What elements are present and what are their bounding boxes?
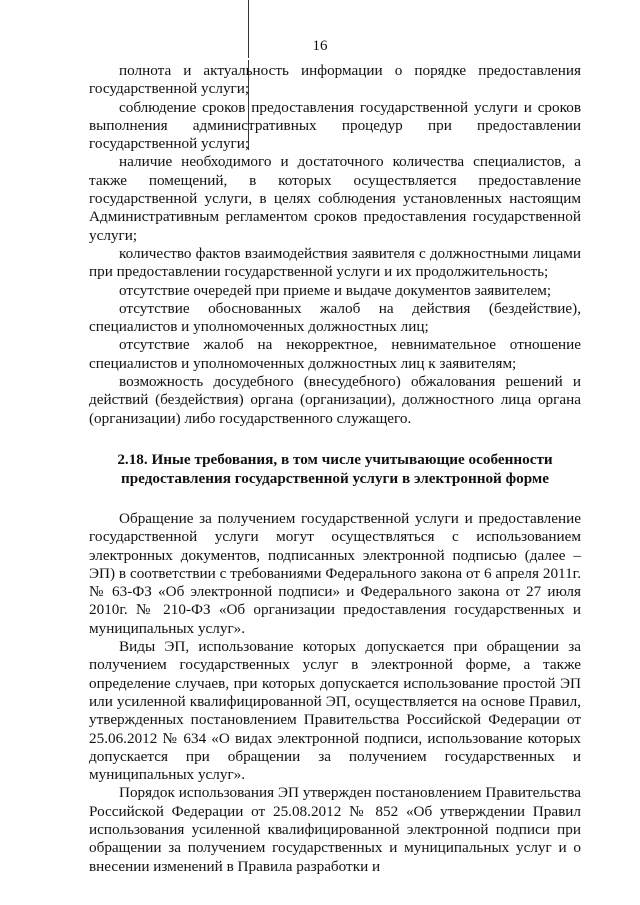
paragraph: Виды ЭП, использование которых допускается при обращении за получением государственных услуг в электронной форме, а также определение случаев, при которых допускается использование простой ЭП или усиленной квалифицированной ЭП, осуществляется на основе Правил, утвержденных постановлением Правительства Российской Федерации от 25.06.2012 № 634 «О видах электронной подписи, использование которых допускается при обращении за получением государственных и муниципальных услуг».: [89, 638, 581, 784]
paragraph: отсутствие очередей при приеме и выдаче документов заявителем;: [119, 281, 552, 299]
paragraph: соблюдение сроков предоставления государственной услуги и сроков выполнения административных процедур при предоставлении государственной услуги;: [89, 98, 581, 153]
paragraph: полнота и актуальность информации о порядке предоставления государственной услуги;: [89, 62, 581, 98]
paragraph: возможность досудебного (внесудебного) обжалования решений и действий (бездействия) органа (организации), должностного лица органа (организации) либо государственного служащего.: [89, 373, 581, 427]
page-number: 16: [312, 38, 328, 54]
paragraph: Порядок использования ЭП утвержден постановлением Правительства Российской Федерации от 25.08.2012 № 852 «Об утверждении Правил использования усиленной квалифицированной электронной подписи при обращении за получением государственных и муниципальных услуг и о внесении изменений в Правила разработки и: [89, 784, 581, 875]
section-heading: 2.18. Иные требования, в том числе учитывающие особенности предоставления государственной услуги в электронной форме: [117, 450, 553, 487]
paragraph: наличие необходимого и достаточного количества специалистов, а также помещений, в которых осуществляется предоставление государственной услуги, в целях соблюдения установленных настоящим Административным регламентом сроков предоставления государственной услуги;: [89, 153, 581, 244]
paragraph: Обращение за получением государственной услуги и предоставление государственной услуги могут осуществляться с использованием электронных документов, подписанных электронной подписью (далее – ЭП) в соответствии с требованиями Федерального закона от 6 апреля 2011г. № 63-ФЗ «Об электронной подписи» и Федерального закона от 27 июля 2010г. № 210-ФЗ «Об организации предоставления государственных и муниципальных услуг».: [89, 509, 581, 637]
paragraph: количество фактов взаимодействия заявителя с должностными лицами при предоставлении государственной услуги и их продолжительность;: [89, 244, 581, 281]
document-body: [89, 62, 581, 876]
paragraph: отсутствие обоснованных жалоб на действия (бездействие), специалистов и уполномоченных должностных лиц;: [89, 299, 581, 336]
paragraph: отсутствие жалоб на некорректное, невнимательное отношение специалистов и уполномоченных должностных лиц к заявителям;: [89, 336, 581, 372]
